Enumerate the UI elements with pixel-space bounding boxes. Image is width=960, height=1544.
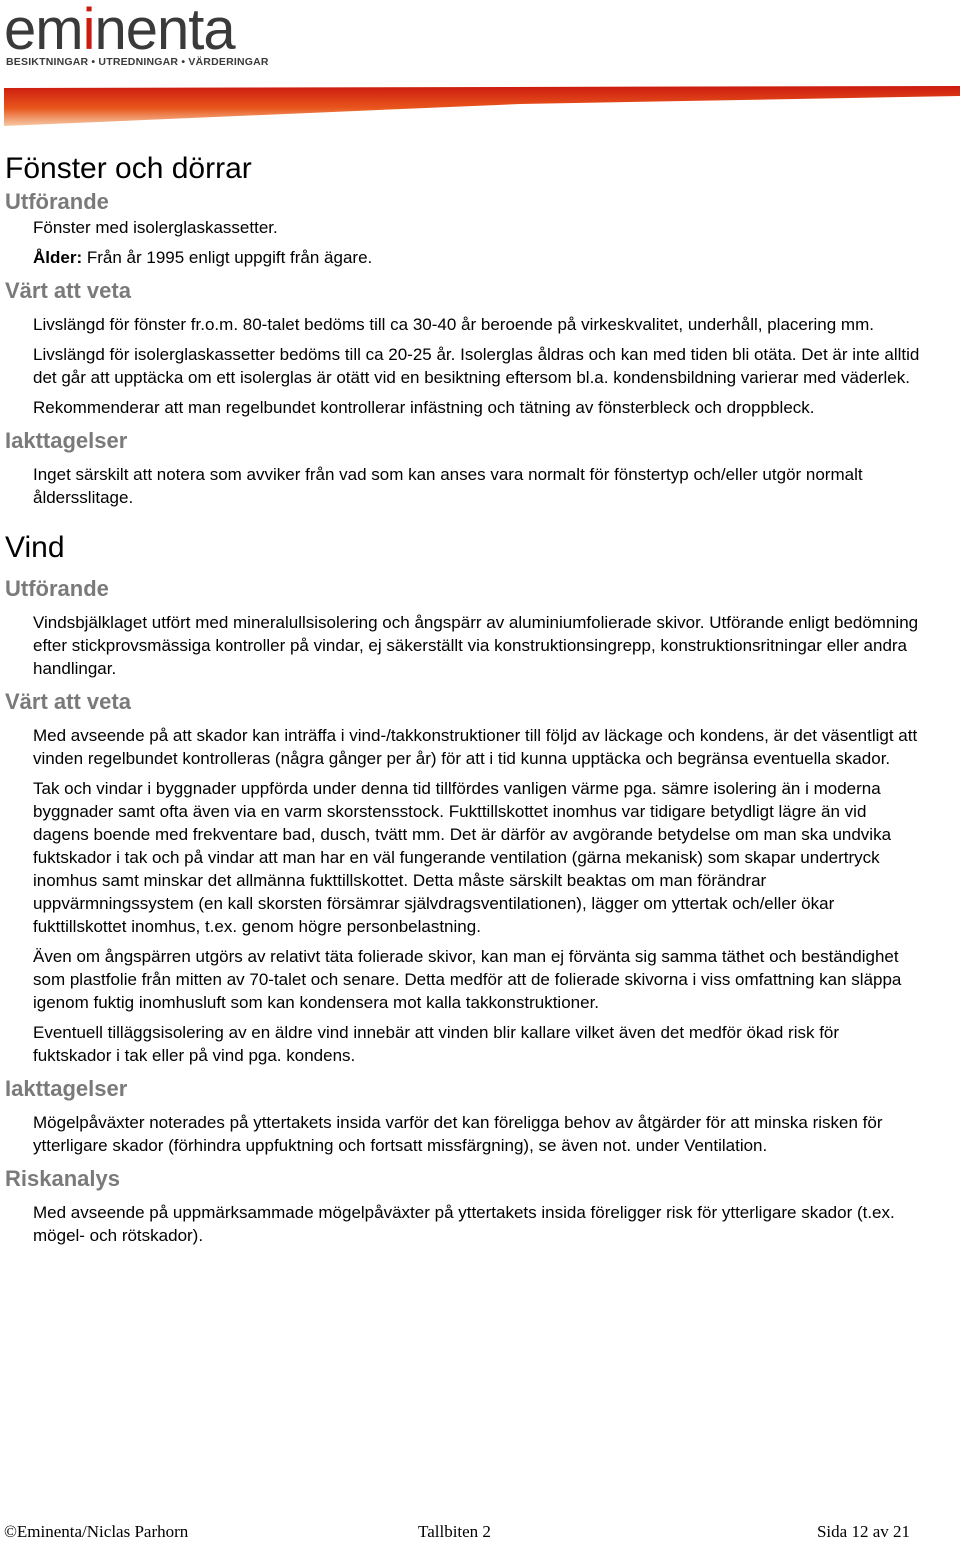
paragraph: Livslängd för fönster fr.o.m. 80-talet bedöms till ca 30-40 år beroende på virkeskvalitet, underhåll, placering mm. (33, 315, 874, 334)
heading-iakttagelser: Iakttagelser (5, 428, 128, 453)
page-header (0, 0, 960, 130)
age-label: Ålder: (33, 248, 83, 267)
heading-vart-att-veta: Värt att veta (5, 278, 131, 303)
company-logo: eminenta (4, 0, 235, 62)
paragraph: Fönster med isolerglaskassetter. (33, 218, 278, 237)
paragraph: Tak och vindar i byggnader uppförda under denna tid tillfördes vanligen värme pga. sämre isolering än i moderna byggnader samt ofta även via en varm skorstensstock. Fukttillskottet inomhus var tidigare betydligt lägre än vid dagens boende med frekventare bad, dusch, tvätt mm. Det är därför av avgörande betydelse om man ska undvika fuktskador i tak och på vindar att man har en väl fungerande ventilation (gärna mekanisk) som skapar undertryck inomhus samt minskar det allmänna fukttillskottet. Detta måste särskilt beaktas om man förändrar uppvärmningssystem (en kall skorsten försämrar självdragsventilationen), lägger om yttertak och/eller ökar fukttillskottet inomhus, t.ex. genom högre personbelastning. (33, 779, 892, 936)
section-title-vind: Vind (5, 531, 65, 564)
heading-riskanalys: Riskanalys (5, 1166, 120, 1191)
heading-utforande: Utförande (5, 576, 109, 601)
paragraph: Mögelpåväxter noterades på yttertakets insida varför det kan föreligga behov av åtgärder för att minska risken för ytterligare skador (förhindra uppfuktning och fortsatt missfärgning), se även not. under Ventilation. (33, 1113, 883, 1155)
footer-property: Tallbiten 2 (418, 1522, 491, 1541)
paragraph: Livslängd för isolerglaskassetter bedöms till ca 20-25 år. Isolerglas åldras och kan med tiden bli otäta. Det är inte alltid det går att upptäcka om ett isolerglas är otätt vid en besiktning eftersom bl.a. kondensbildning varierar med väderlek. (33, 345, 920, 387)
heading-iakttagelser: Iakttagelser (5, 1076, 128, 1101)
footer-page-number: Sida 12 av 21 (816, 1522, 910, 1541)
heading-utforande: Utförande (5, 189, 109, 214)
paragraph: Med avseende på uppmärksammade mögelpåväxter på yttertakets insida föreligger risk för ytterligare skador (t.ex. mögel- och rötskador). (33, 1203, 895, 1245)
heading-vart-att-veta: Värt att veta (5, 689, 131, 714)
paragraph: Rekommenderar att man regelbundet kontrollerar infästning och tätning av fönsterbleck och droppbleck. (33, 398, 815, 417)
paragraph: Med avseende på att skador kan inträffa i vind-/takkonstruktioner till följd av läckage och kondens, är det väsentligt att vinden regelbundet kontrolleras (några gånger per år) för att i tid kunna upptäcka och begränsa eventuella skador. (33, 726, 918, 768)
age-text: Från år 1995 enligt uppgift från ägare. (82, 248, 373, 267)
paragraph: Eventuell tilläggsisolering av en äldre vind innebär att vinden blir kallare vilket även det medför ökad risk för fuktskador i tak eller på vind pga. kondens. (33, 1023, 840, 1065)
section-title-windows-doors: Fönster och dörrar (5, 152, 252, 185)
paragraph: Vindsbjälklaget utfört med mineralullsisolering och ångspärr av aluminiumfolierade skivor. Utförande enligt bedömning efter stickprovsmässiga kontroller på vindar, ej säkerställt via konstruktionsingrepp, konstruktionsritningar eller andra handlingar. (33, 613, 919, 678)
paragraph: Inget särskilt att notera som avviker från vad som kan anses vara normalt för fönstertyp och/eller utgör normalt åldersslitage. (33, 465, 863, 507)
paragraph: Även om ångspärren utgörs av relativt täta folierade skivor, kan man ej förvänta sig samma täthet och beständighet som plastfolie från mitten av 70-talet och senare. Detta medför att de folierade skivorna i viss omfattning kan släppa igenom fuktig inomhusluft som kan kondensera mot kalla takkonstruktioner. (33, 947, 902, 1012)
page-footer (0, 1522, 960, 1544)
age-paragraph (0, 246, 960, 269)
main-content (0, 150, 960, 1247)
header-bar (0, 82, 960, 128)
footer-copyright: ©Eminenta/Niclas Parhorn (4, 1522, 189, 1541)
company-tagline: BESIKTNINGAR • UTREDNINGAR • VÄRDERINGAR (6, 56, 269, 68)
